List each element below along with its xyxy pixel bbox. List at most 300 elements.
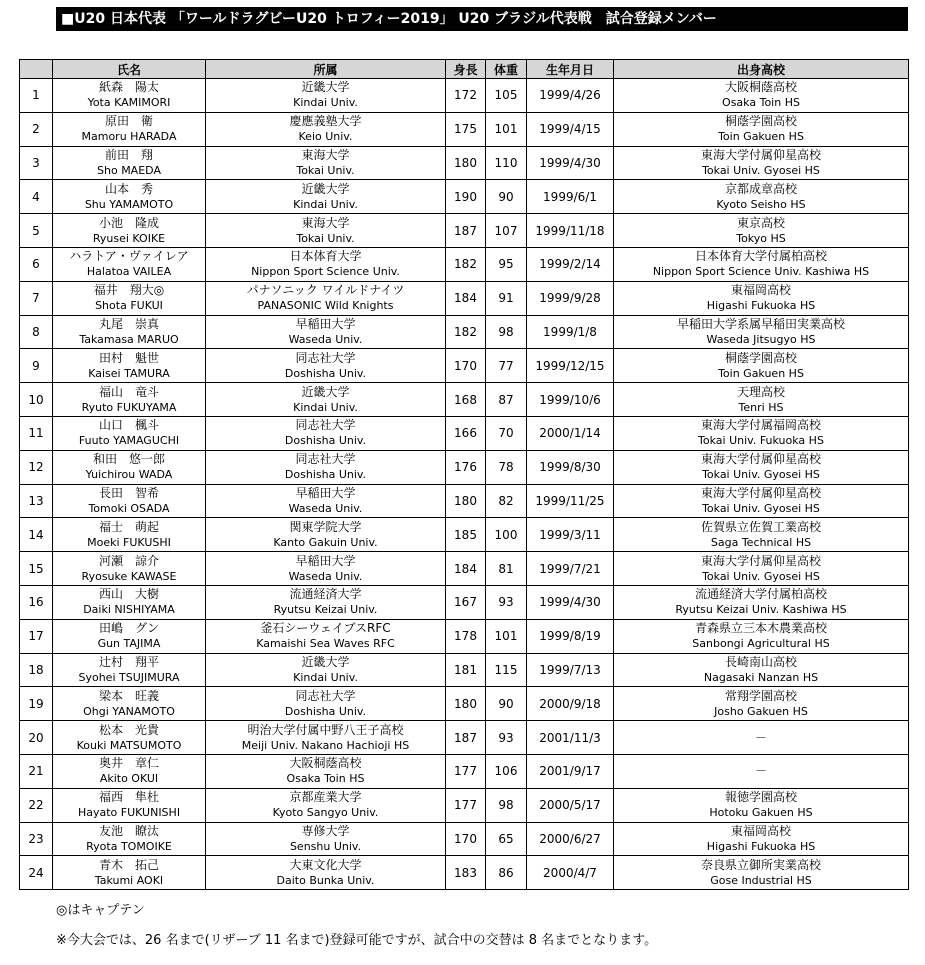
cell-weight: [486, 450, 527, 484]
school-name-jp: 東海大学付属仰星高校: [700, 553, 821, 568]
cell-birth: [527, 112, 614, 146]
team-name-jp: 同志社大学: [295, 350, 356, 365]
cell-team: [206, 79, 446, 113]
cell-birth: [527, 721, 614, 755]
table-row: [20, 721, 909, 755]
school-name-en: Toin Gakuen HS: [718, 130, 804, 144]
team-name-en: Waseda Univ.: [288, 501, 363, 515]
cell-school: [614, 281, 909, 315]
team-name-jp: 早稲田大学: [295, 553, 356, 568]
table-row: [20, 180, 909, 214]
player-height: 180: [454, 155, 477, 170]
cell-school: [614, 214, 909, 248]
cell-name: [53, 79, 206, 113]
cell-team: [206, 416, 446, 450]
table-row: [20, 315, 909, 349]
cell-birth: [527, 146, 614, 180]
player-birthdate: 1999/9/28: [539, 291, 601, 306]
table-row: [20, 653, 909, 687]
cell-birth: [527, 552, 614, 586]
player-birthdate: 2001/9/17: [539, 764, 601, 779]
cell-height: [446, 754, 486, 788]
team-name-jp: パナソニック ワイルドナイツ: [246, 283, 405, 298]
cell-weight: [486, 247, 527, 281]
team-name-en: Tokai Univ.: [296, 231, 355, 245]
cell-weight: [486, 585, 527, 619]
player-name-jp: 福士 萌起: [98, 519, 159, 534]
cell-height: [446, 383, 486, 417]
cell-school: [614, 112, 909, 146]
cell-birth: [527, 180, 614, 214]
cell-team: [206, 619, 446, 653]
team-name-jp: 慶應義塾大学: [289, 114, 362, 129]
cell-birth: [527, 619, 614, 653]
table-row: [20, 754, 909, 788]
player-name-jp: 河瀬 諒介: [98, 553, 159, 568]
cell-no: [20, 822, 53, 856]
team-name-jp: 近畿大学: [301, 384, 350, 399]
school-name-en: Nagasaki Nanzan HS: [703, 670, 819, 684]
cell-name: [53, 281, 206, 315]
cell-school: [614, 416, 909, 450]
school-name-en: Tokai Univ. Gyosei HS: [702, 501, 820, 515]
cell-name: [53, 721, 206, 755]
team-name-en: Kindai Univ.: [293, 96, 358, 110]
cell-height: [446, 585, 486, 619]
school-name-jp: 常翔学園高校: [724, 688, 797, 703]
cell-weight: [486, 788, 527, 822]
player-name-jp: 福井 翔大◎: [93, 283, 165, 298]
cell-school: [614, 180, 909, 214]
school-name-en: Tokai Univ. Gyosei HS: [702, 163, 820, 177]
player-number: 3: [32, 155, 40, 170]
player-name-jp: 長田 智希: [98, 485, 159, 500]
team-name-jp: 流通経済大学: [289, 587, 362, 602]
player-name-en: Gun TAJIMA: [97, 637, 161, 651]
header-school: 出身高校: [614, 60, 909, 79]
player-number: 17: [28, 629, 44, 644]
cell-height: [446, 822, 486, 856]
cell-height: [446, 281, 486, 315]
roster-body: [20, 79, 909, 890]
cell-name: [53, 484, 206, 518]
page-title: ■U20 日本代表 「ワールドラグビーU20 トロフィー2019」 U20 ブラジル代表戦 試合登録メンバー: [56, 7, 908, 31]
school-name-en: Higashi Fukuoka HS: [706, 299, 816, 313]
cell-name: [53, 552, 206, 586]
school-name-en: Nippon Sport Science Univ. Kashiwa HS: [652, 265, 870, 279]
player-height: 181: [454, 662, 477, 677]
player-birthdate: 1999/6/1: [543, 189, 597, 204]
player-birthdate: 1999/8/19: [539, 629, 601, 644]
cell-school: [614, 315, 909, 349]
cell-name: [53, 856, 206, 890]
cell-birth: [527, 79, 614, 113]
player-weight: 81: [498, 561, 514, 576]
player-weight: 107: [494, 223, 518, 238]
cell-team: [206, 247, 446, 281]
cell-no: [20, 585, 53, 619]
player-number: 23: [28, 831, 44, 846]
school-name-jp: 報徳学園高校: [724, 790, 797, 805]
player-number: 14: [28, 527, 44, 542]
team-name-en: Doshisha Univ.: [284, 468, 367, 482]
player-number: 5: [32, 223, 40, 238]
cell-team: [206, 315, 446, 349]
cell-team: [206, 754, 446, 788]
player-height: 170: [454, 358, 477, 373]
school-name-en: Kyoto Seisho HS: [716, 197, 806, 211]
table-row: [20, 552, 909, 586]
player-name-en: Akito OKUI: [99, 772, 159, 786]
school-name-en: Higashi Fukuoka HS: [706, 839, 816, 853]
player-name-en: Hayato FUKUNISHI: [77, 806, 181, 820]
player-name-en: Shu YAMAMOTO: [84, 197, 174, 211]
player-name-jp: 松本 光貴: [98, 722, 159, 737]
cell-height: [446, 349, 486, 383]
cell-no: [20, 788, 53, 822]
cell-school: [614, 146, 909, 180]
cell-no: [20, 79, 53, 113]
cell-birth: [527, 214, 614, 248]
player-weight: 105: [494, 88, 518, 103]
cell-no: [20, 383, 53, 417]
school-name-en: Tokai Univ. Gyosei HS: [702, 468, 820, 482]
player-birthdate: 1999/3/11: [539, 527, 601, 542]
table-row: [20, 383, 909, 417]
cell-team: [206, 450, 446, 484]
player-weight: 91: [498, 291, 514, 306]
team-name-en: Tokai Univ.: [296, 163, 355, 177]
cell-weight: [486, 383, 527, 417]
cell-height: [446, 721, 486, 755]
cell-weight: [486, 484, 527, 518]
team-name-en: PANASONIC Wild Knights: [257, 299, 394, 313]
cell-birth: [527, 653, 614, 687]
player-name-jp: 福山 竜斗: [98, 384, 159, 399]
player-number: 4: [32, 189, 40, 204]
cell-team: [206, 180, 446, 214]
header-height: 身長: [446, 60, 486, 79]
cell-school: [614, 721, 909, 755]
player-name-jp: 田嶋 グン: [98, 621, 159, 636]
player-name-jp: 青木 拓己: [98, 857, 159, 872]
cell-height: [446, 856, 486, 890]
player-name-en: Ryota TOMOIKE: [86, 839, 172, 853]
cell-birth: [527, 450, 614, 484]
cell-height: [446, 653, 486, 687]
school-name-en: Tokai Univ. Fukuoka HS: [698, 434, 824, 448]
team-name-jp: 同志社大学: [295, 688, 356, 703]
cell-weight: [486, 856, 527, 890]
cell-weight: [486, 619, 527, 653]
cell-weight: [486, 721, 527, 755]
school-name-en: Saga Technical HS: [710, 535, 812, 549]
table-row: [20, 281, 909, 315]
cell-school: [614, 754, 909, 788]
roster-table: [19, 59, 909, 890]
cell-team: [206, 112, 446, 146]
school-name-jp: 東海大学付属仰星高校: [700, 452, 821, 467]
player-number: 6: [32, 257, 40, 272]
player-birthdate: 1999/7/21: [539, 561, 601, 576]
player-weight: 101: [494, 122, 518, 137]
cell-school: [614, 349, 909, 383]
player-height: 183: [454, 865, 477, 880]
school-name-jp: －: [754, 764, 767, 779]
cell-team: [206, 822, 446, 856]
cell-no: [20, 619, 53, 653]
cell-school: [614, 653, 909, 687]
cell-birth: [527, 247, 614, 281]
player-weight: 106: [494, 764, 518, 779]
cell-weight: [486, 518, 527, 552]
team-name-en: Waseda Univ.: [288, 332, 363, 346]
team-name-en: Kindai Univ.: [293, 400, 358, 414]
school-name-jp: 東海大学付属福岡高校: [700, 418, 821, 433]
cell-team: [206, 721, 446, 755]
cell-no: [20, 552, 53, 586]
player-height: 175: [454, 122, 477, 137]
cell-no: [20, 450, 53, 484]
player-weight: 98: [498, 324, 514, 339]
header-name: 氏名: [53, 60, 206, 79]
table-row: [20, 349, 909, 383]
cell-no: [20, 112, 53, 146]
player-number: 18: [28, 662, 44, 677]
player-height: 168: [454, 392, 477, 407]
player-birthdate: 1999/11/25: [535, 493, 605, 508]
player-name-jp: 前田 翔: [104, 147, 153, 162]
cell-weight: [486, 315, 527, 349]
team-name-jp: 近畿大学: [301, 654, 350, 669]
cell-weight: [486, 214, 527, 248]
cell-no: [20, 754, 53, 788]
cell-name: [53, 180, 206, 214]
cell-name: [53, 450, 206, 484]
school-name-en: Tokyo HS: [736, 231, 786, 245]
player-birthdate: 1999/8/30: [539, 460, 601, 475]
player-birthdate: 1999/4/30: [539, 155, 601, 170]
cell-team: [206, 552, 446, 586]
school-name-jp: 東福岡高校: [730, 823, 791, 838]
school-name-jp: 東京高校: [736, 215, 785, 230]
cell-height: [446, 247, 486, 281]
cell-team: [206, 788, 446, 822]
cell-height: [446, 112, 486, 146]
player-name-jp: 小池 隆成: [98, 215, 159, 230]
cell-school: [614, 247, 909, 281]
cell-birth: [527, 315, 614, 349]
cell-school: [614, 383, 909, 417]
cell-school: [614, 450, 909, 484]
cell-team: [206, 281, 446, 315]
captain-note: ◎はキャプテン: [56, 903, 145, 918]
cell-name: [53, 822, 206, 856]
player-name-en: Ryuto FUKUYAMA: [81, 400, 177, 414]
team-name-en: Ryutsu Keizai Univ.: [273, 603, 378, 617]
team-name-jp: 早稲田大学: [295, 316, 356, 331]
player-name-en: Yuichirou WADA: [85, 468, 173, 482]
cell-team: [206, 518, 446, 552]
cell-height: [446, 315, 486, 349]
cell-weight: [486, 822, 527, 856]
player-birthdate: 1999/7/13: [539, 662, 601, 677]
player-birthdate: 1999/11/18: [535, 223, 605, 238]
cell-name: [53, 416, 206, 450]
player-birthdate: 2000/4/7: [543, 865, 597, 880]
cell-weight: [486, 754, 527, 788]
player-weight: 100: [494, 527, 518, 542]
cell-birth: [527, 754, 614, 788]
team-name-en: Kindai Univ.: [293, 197, 358, 211]
team-name-en: Daito Bunka Univ.: [276, 873, 375, 887]
player-weight: 110: [494, 155, 518, 170]
cell-no: [20, 856, 53, 890]
player-name-jp: 梁本 旺義: [98, 688, 159, 703]
player-name-jp: ハラトア・ヴァイレア: [69, 249, 189, 264]
table-header-row: [20, 60, 909, 79]
cell-name: [53, 146, 206, 180]
school-name-jp: 東福岡高校: [730, 283, 791, 298]
player-weight: 115: [494, 662, 518, 677]
cell-weight: [486, 687, 527, 721]
table-row: [20, 585, 909, 619]
cell-team: [206, 484, 446, 518]
player-weight: 95: [498, 257, 514, 272]
player-name-en: Ryosuke KAWASE: [81, 569, 177, 583]
cell-birth: [527, 416, 614, 450]
table-row: [20, 484, 909, 518]
cell-height: [446, 484, 486, 518]
player-name-en: Takumi AOKI: [94, 873, 164, 887]
school-name-jp: 大阪桐蔭高校: [724, 80, 797, 95]
player-name-jp: 辻村 翔平: [98, 654, 159, 669]
cell-school: [614, 788, 909, 822]
player-number: 22: [28, 798, 44, 813]
school-name-jp: －: [754, 730, 767, 745]
player-height: 170: [454, 831, 477, 846]
player-name-jp: 山本 秀: [104, 181, 153, 196]
school-name-jp: 流通経済大学付属柏高校: [694, 587, 827, 602]
cell-weight: [486, 653, 527, 687]
table-row: [20, 416, 909, 450]
cell-birth: [527, 349, 614, 383]
cell-height: [446, 79, 486, 113]
player-weight: 98: [498, 798, 514, 813]
player-name-en: Kaisei TAMURA: [88, 366, 170, 380]
player-name-jp: 田村 魁世: [98, 350, 159, 365]
player-birthdate: 2001/11/3: [539, 730, 601, 745]
player-birthdate: 2000/9/18: [539, 696, 601, 711]
notes: [56, 896, 657, 956]
player-number: 24: [28, 865, 44, 880]
cell-birth: [527, 822, 614, 856]
cell-name: [53, 247, 206, 281]
team-name-jp: 同志社大学: [295, 452, 356, 467]
cell-team: [206, 383, 446, 417]
table-row: [20, 146, 909, 180]
cell-height: [446, 518, 486, 552]
table-row: [20, 247, 909, 281]
cell-school: [614, 518, 909, 552]
player-height: 167: [454, 595, 477, 610]
team-name-en: Waseda Univ.: [288, 569, 363, 583]
player-height: 180: [454, 493, 477, 508]
player-height: 190: [454, 189, 477, 204]
cell-name: [53, 518, 206, 552]
player-height: 184: [454, 561, 477, 576]
cell-school: [614, 585, 909, 619]
player-height: 185: [454, 527, 477, 542]
player-name-jp: 原田 衛: [104, 114, 153, 129]
team-name-jp: 大東文化大学: [289, 857, 362, 872]
school-name-en: Hotoku Gakuen HS: [709, 806, 813, 820]
cell-no: [20, 416, 53, 450]
player-number: 8: [32, 324, 40, 339]
cell-name: [53, 112, 206, 146]
player-height: 176: [454, 460, 477, 475]
player-weight: 78: [498, 460, 514, 475]
team-name-en: Osaka Toin HS: [286, 772, 365, 786]
player-name-en: Ryusei KOIKE: [92, 231, 166, 245]
player-name-en: Tomoki OSADA: [88, 501, 170, 515]
cell-no: [20, 518, 53, 552]
player-number: 13: [28, 493, 44, 508]
school-name-jp: 京都成章高校: [724, 181, 797, 196]
cell-team: [206, 653, 446, 687]
cell-team: [206, 585, 446, 619]
player-name-jp: 山口 楓斗: [98, 418, 159, 433]
player-weight: 93: [498, 730, 514, 745]
cell-no: [20, 687, 53, 721]
team-name-jp: 日本体育大学: [289, 249, 362, 264]
cell-team: [206, 146, 446, 180]
player-weight: 65: [498, 831, 514, 846]
player-weight: 101: [494, 629, 518, 644]
team-name-jp: 早稲田大学: [295, 485, 356, 500]
player-weight: 93: [498, 595, 514, 610]
team-name-en: Meiji Univ. Nakano Hachioji HS: [241, 738, 410, 752]
player-height: 177: [454, 764, 477, 779]
cell-name: [53, 383, 206, 417]
cell-birth: [527, 518, 614, 552]
table-row: [20, 450, 909, 484]
team-name-jp: 同志社大学: [295, 418, 356, 433]
school-name-jp: 青森県立三本木農業高校: [694, 621, 827, 636]
cell-school: [614, 552, 909, 586]
team-name-jp: 明治大学付属中野八王子高校: [247, 722, 404, 737]
cell-no: [20, 653, 53, 687]
player-name-en: Shota FUKUI: [95, 299, 163, 313]
cell-name: [53, 349, 206, 383]
player-height: 187: [454, 223, 477, 238]
player-birthdate: 1999/4/15: [539, 122, 601, 137]
player-birthdate: 1999/1/8: [543, 324, 597, 339]
cell-weight: [486, 552, 527, 586]
cell-height: [446, 450, 486, 484]
player-number: 2: [32, 122, 40, 137]
cell-no: [20, 349, 53, 383]
player-weight: 86: [498, 865, 514, 880]
cell-team: [206, 349, 446, 383]
cell-no: [20, 247, 53, 281]
player-height: 182: [454, 257, 477, 272]
cell-name: [53, 315, 206, 349]
cell-name: [53, 788, 206, 822]
cell-weight: [486, 416, 527, 450]
team-name-jp: 近畿大学: [301, 80, 350, 95]
table-row: [20, 856, 909, 890]
